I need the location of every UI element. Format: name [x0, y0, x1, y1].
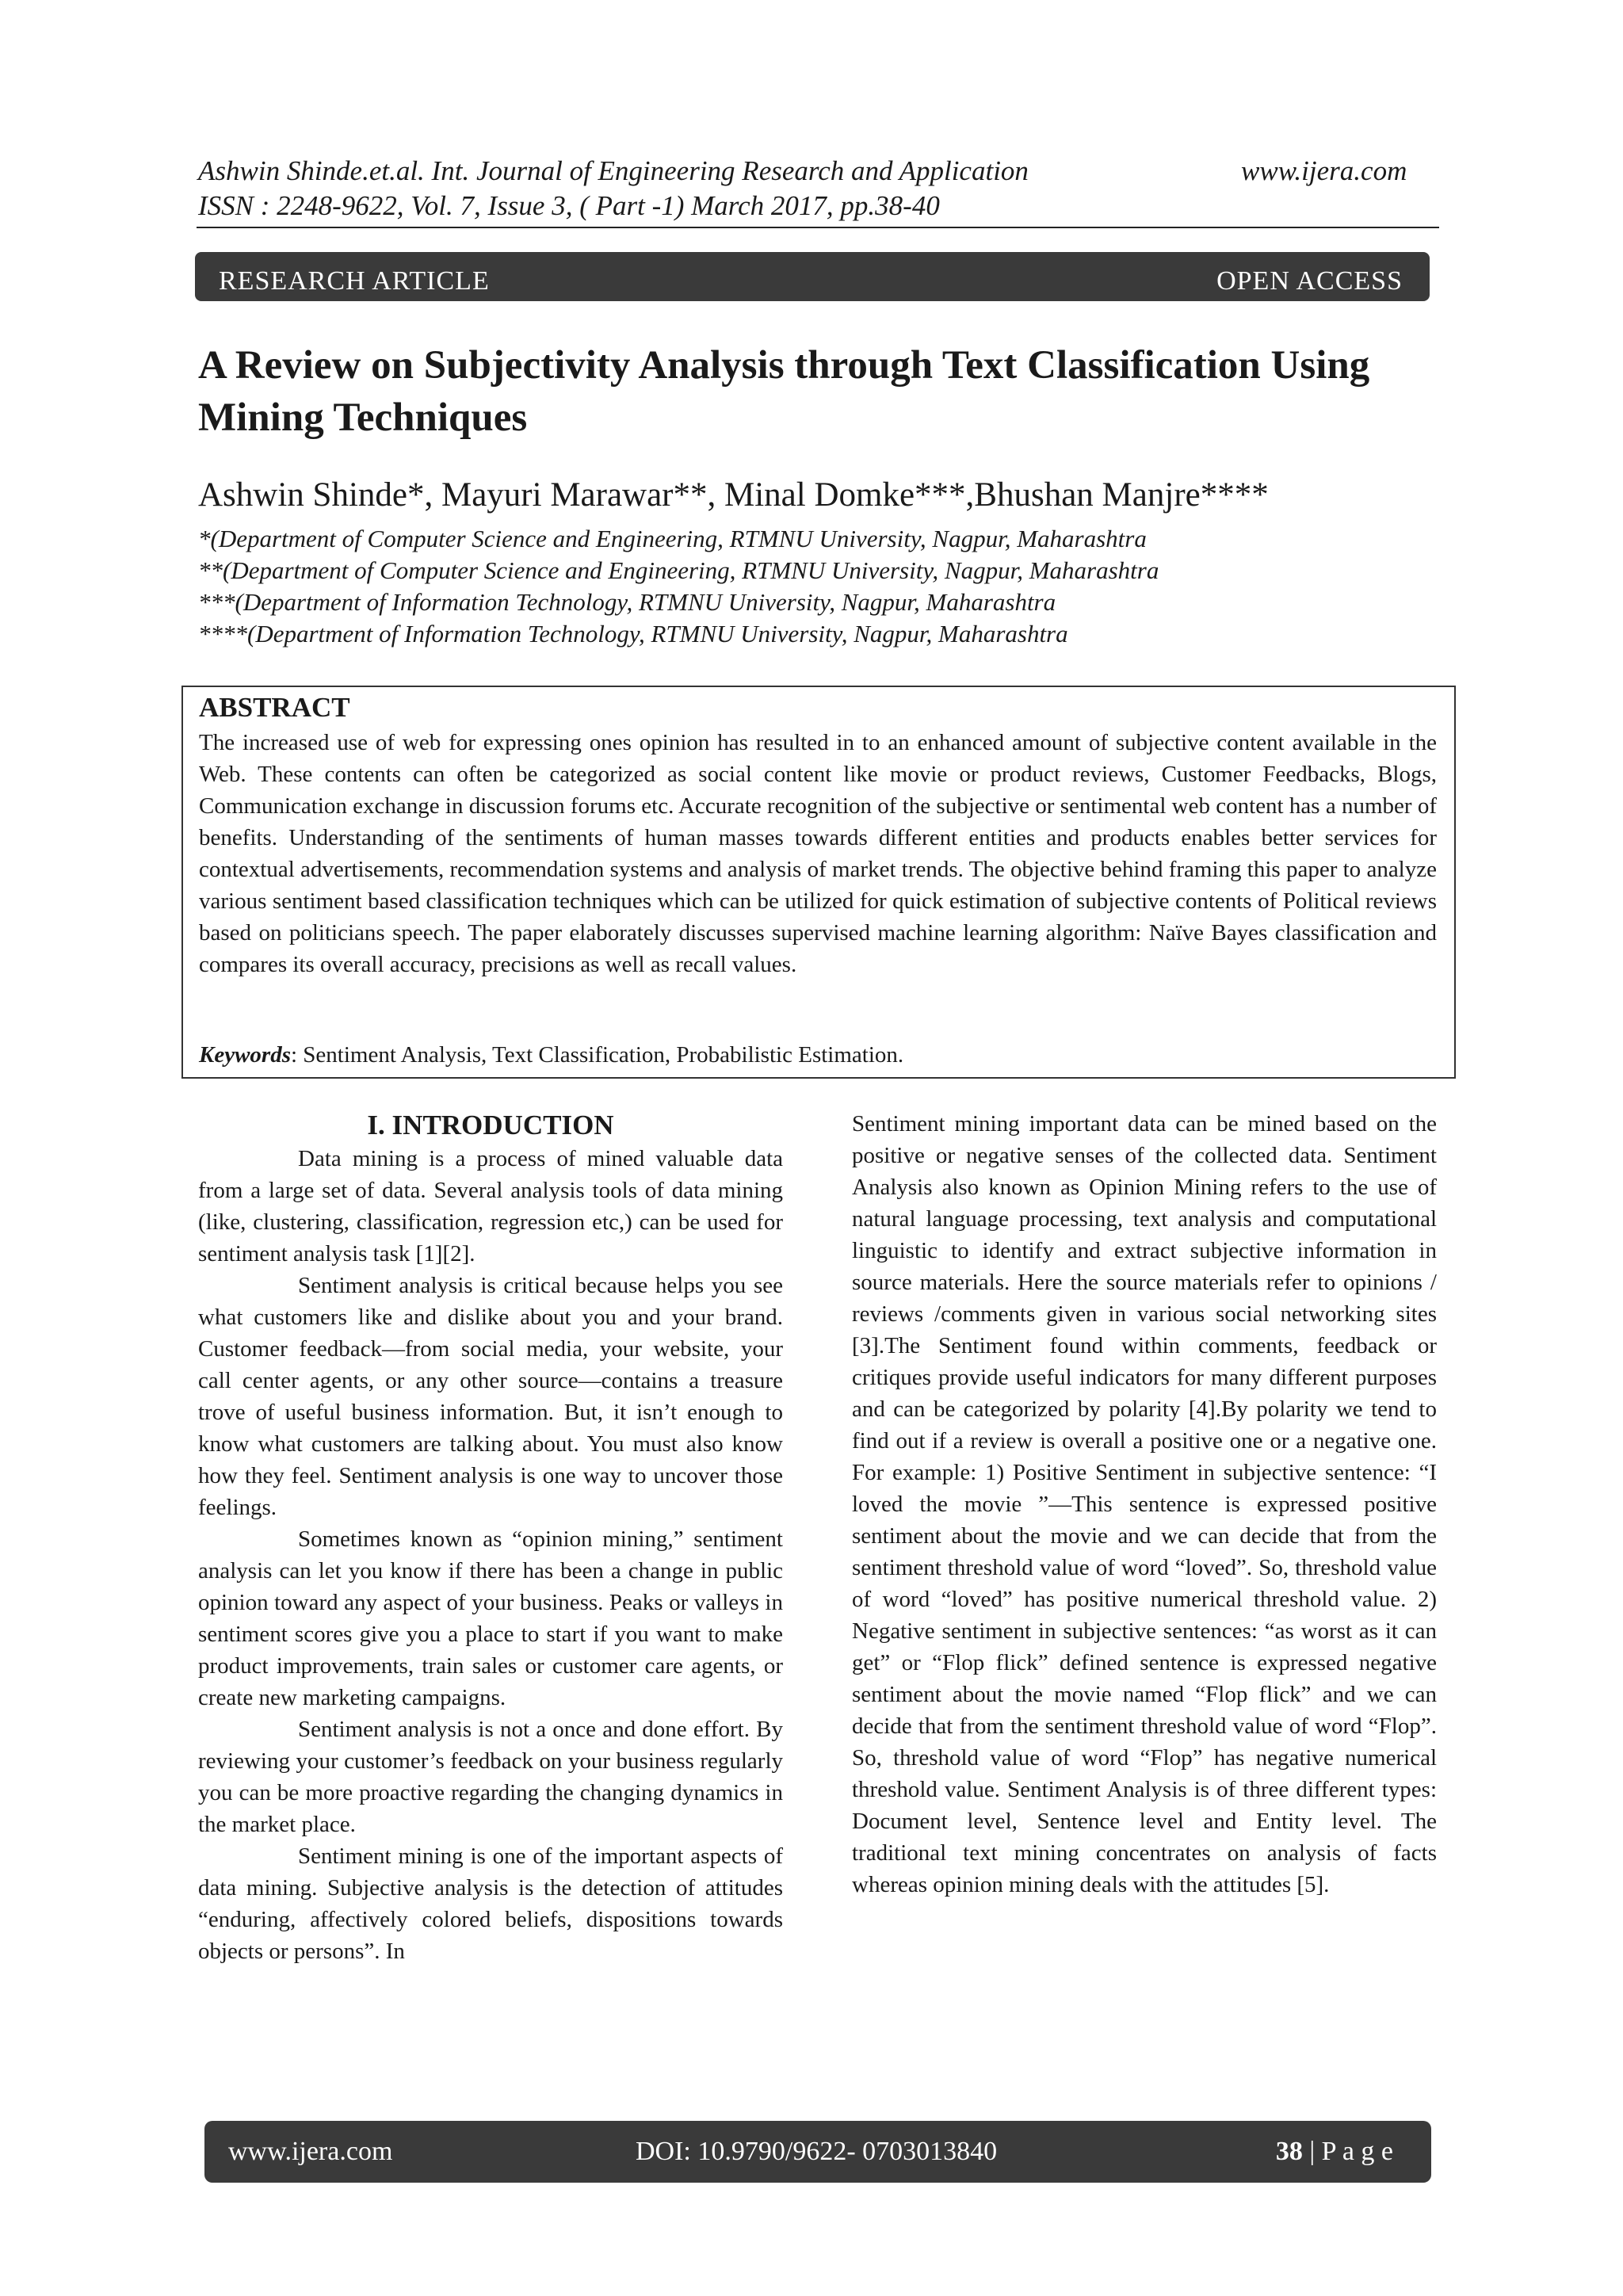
affiliation-1: *(Department of Computer Science and Engineering, RTMNU University, Nagpur, Maharashtra: [198, 525, 1147, 552]
issn-line: ISSN : 2248-9622, Vol. 7, Issue 3, ( Part -1) March 2017, pp.38-40: [198, 190, 940, 221]
intro-paragraph-5: Sentiment mining is one of the important aspects of data mining. Subjective analysis is the detection of attitudes “enduring, affectively colored beliefs, dispositions towards objects or persons”. In: [198, 1843, 783, 1964]
intro-right-paragraph: Sentiment mining important data can be mined based on the positive or negative senses of the collected data. Sentiment Analysis also known as Opinion Mining refers to the use of natural language processing, text analysis and computational linguistic to identify and extract subjective information in source materials. Here the source materials refer to opinions / reviews /comments given in various social networking sites [3].The Sentiment found within comments, feedback or critiques provide useful indicators for many different purposes and can be categorized by polarity [4].By polarity we tend to find out if a review is overall a positive one or a negative one. For example: 1) Positive Sentiment in subjective sentence: “I loved the movie ”—This sentence is expressed positive sentiment about the movie and we can decide that from the sentiment threshold value of word “loved”. So, threshold value of word “loved” has positive numerical threshold value. 2) Negative sentiment in subjective sentences: “as worst as it can get” or “Flop flick” defined sentence is expressed negative sentiment about the movie named “Flop flick” and we can decide that from the sentiment threshold value of word “Flop”. So, threshold value of word “Flop” has negative numerical threshold value. Sentiment Analysis is of three different types: Document level, Sentence level and Entity level. The traditional text mining concentrates on analysis of facts whereas opinion mining deals with the attitudes [5].: [852, 1111, 1437, 1897]
left-column: [198, 1108, 783, 1967]
abstract-heading: ABSTRACT: [199, 692, 350, 723]
abstract-box: [181, 686, 1456, 1079]
article-type-banner: [195, 252, 1430, 301]
footer-doi: DOI: 10.9790/9622- 0703013840: [636, 2137, 998, 2166]
intro-paragraph-2: Sentiment analysis is critical because helps you see what customers like and dislike about you and your brand. Customer feedback—from social media, your website, your call center agents, or any other source—contains a treasure trove of useful business information. But, it isn’t enough to know what customers are talking about. You must also know how they feel. Sentiment analysis is one way to uncover those feelings.: [198, 1273, 783, 1520]
keywords-label: Keywords: [199, 1042, 291, 1068]
abstract-text: The increased use of web for expressing ones opinion has resulted in to an enhanced amount of subjective content available in the Web. These contents can often be categorized as social content like movie or product reviews, Customer Feedbacks, Blogs, Communication exchange in discussion forums etc. Accurate recognition of the subjective or sentimental web content has a number of benefits. Understanding of the sentiments of human masses towards different entities and products enables better services for contextual advertisements, recommendation systems and analysis of market trends. The objective behind framing this paper to analyze various sentiment based classification techniques which can be utilized for quick estimation of subjective contents of Political reviews based on politicians speech. The paper elaborately discusses supervised machine learning algorithm: Naïve Bayes classification and compares its overall accuracy, precisions as well as recall values.: [199, 730, 1437, 977]
intro-paragraph-1: Data mining is a process of mined valuable data from a large set of data. Several analysis tools of data mining (like, clustering, classification, regression etc,) can be used for sentiment analysis task [1][2].: [198, 1146, 783, 1266]
journal-header-line: [198, 155, 1426, 187]
footer-website[interactable]: www.ijera.com: [228, 2137, 393, 2166]
journal-citation: Ashwin Shinde.et.al. Int. Journal of Engineering Research and Application: [198, 155, 1029, 186]
section-heading-introduction: I. INTRODUCTION: [367, 1110, 614, 1140]
affiliation-2: **(Department of Computer Science and Engineering, RTMNU University, Nagpur, Maharashtra: [198, 556, 1159, 584]
header-rule: [197, 227, 1439, 228]
author-list: Ashwin Shinde*, Mayuri Marawar**, Minal Domke***,Bhushan Manjre****: [198, 476, 1269, 514]
intro-paragraph-3: Sometimes known as “opinion mining,” sentiment analysis can let you know if there has been a change in public opinion toward any aspect of your business. Peaks or valleys in sentiment scores give you a place to start if you want to make product improvements, train sales or customer care agents, or create new marketing campaigns.: [198, 1526, 783, 1710]
affiliation-4: ****(Department of Information Technology, RTMNU University, Nagpur, Maharashtra: [198, 620, 1068, 648]
page-label: | P a g e: [1302, 2137, 1393, 2166]
page-footer: [204, 2121, 1431, 2183]
open-access-label: OPEN ACCESS: [1216, 266, 1403, 296]
journal-website[interactable]: www.ijera.com: [1241, 155, 1407, 186]
intro-paragraph-4: Sentiment analysis is not a once and done effort. By reviewing your customer’s feedback on your business regularly you can be more proactive regarding the changing dynamics in the market place.: [198, 1717, 783, 1837]
footer-page: [1276, 2137, 1393, 2167]
keywords-line: [199, 1042, 903, 1068]
keywords-text: : Sentiment Analysis, Text Classification, Probabilistic Estimation.: [291, 1042, 904, 1068]
article-type-label: RESEARCH ARTICLE: [219, 266, 490, 296]
affiliation-3: ***(Department of Information Technology, RTMNU University, Nagpur, Maharashtra: [198, 588, 1056, 616]
right-column: [852, 1108, 1437, 1901]
paper-title: A Review on Subjectivity Analysis through Text Classification Using Mining Techniques: [198, 343, 1370, 440]
page-number: 38: [1275, 2137, 1303, 2166]
